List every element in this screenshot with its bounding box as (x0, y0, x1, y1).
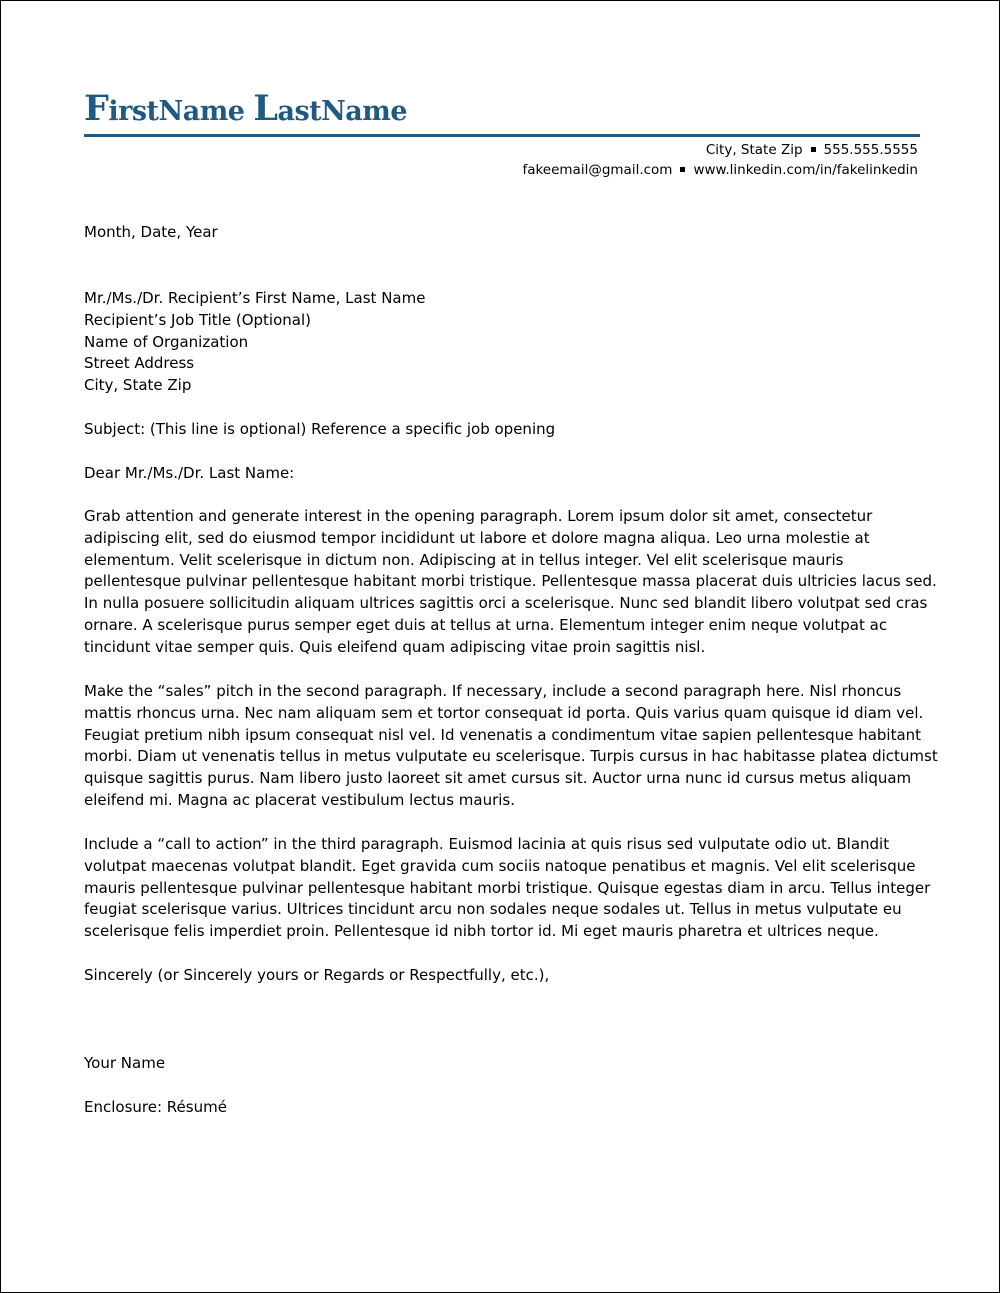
closing: Sincerely (or Sincerely yours or Regards or Respectfully, etc.), (84, 966, 550, 984)
paragraph-line: Feugiat pretium nibh ipsum consequat nisl vel. Id venenatis a condimentum vitae sapien pellentesque habitant (84, 725, 922, 744)
contact-phone: 555.555.5555 (823, 142, 918, 158)
paragraph-sales-pitch (84, 681, 938, 812)
contact-city-state-zip: City, State Zip (705, 142, 803, 158)
recipient-organization: Name of Organization (84, 332, 249, 351)
last-name-rest: astName (277, 96, 408, 127)
contact-line-1 (706, 140, 918, 160)
paragraph-line: volutpat maecenas volutpat blandit. Eget gravida cum sociis natoque penatibus et magnis. Vel elit scelerisque (84, 856, 916, 875)
paragraph-line: ornare. A scelerisque purus semper eget duis at tellus at urna. Elementum integer enim neque volutpat ac (84, 615, 888, 634)
paragraph-line: Include a “call to action” in the third paragraph. Euismod lacinia at quis risus sed vulputate odio ut. Blandit (84, 835, 890, 853)
recipient-name: Mr./Ms./Dr. Recipient’s First Name, Last Name (84, 289, 426, 307)
paragraph-opening (84, 506, 937, 659)
recipient-city-state-zip: City, State Zip (84, 376, 192, 395)
paragraph-line: pellentesque pulvinar pellentesque habitant morbi tristique. Pellentesque massa placerat duis ultricies lacus sed. (84, 572, 937, 591)
square-bullet-icon (680, 167, 685, 172)
first-name-rest: irstName (108, 96, 245, 127)
paragraph-line: feugiat scelerisque varius. Ultrices tincidunt arcu non sodales neque sodales ut. Tellus in metus vulputate eu (84, 900, 902, 919)
paragraph-line: adipiscing elit, sed do eiusmod tempor incididunt ut labore et dolore magna aliqua. Leo urna molestie at (84, 528, 870, 547)
letter-date: Month, Date, Year (84, 223, 218, 241)
last-name-initial: L (253, 88, 278, 129)
signature-name: Your Name (84, 1054, 166, 1072)
recipient-block (84, 288, 934, 397)
paragraph-call-to-action (84, 834, 934, 943)
paragraph-line: elementum. Velit scelerisque in dictum non. Adipiscing at in tellus integer. Vel elit scelerisque mauris (84, 550, 844, 569)
paragraph-line: In nulla posuere sollicitudin aliquam ultrices sagittis orci a scelerisque. Nunc sed blandit libero volutpat sed cras (84, 594, 928, 613)
subject-line: Subject: (This line is optional) Reference a specific job opening (84, 420, 556, 438)
paragraph-line: scelerisque felis imperdiet proin. Pellentesque id nibh tortor id. Mi eget mauris pharetra et ultrices neque. (84, 922, 879, 941)
paragraph-line: Grab attention and generate interest in the opening paragraph. Lorem ipsum dolor sit amet, consectetur (84, 507, 873, 525)
contact-email: fakeemail@gmail.com (522, 162, 673, 178)
paragraph-line: morbi. Diam ut venenatis tellus in metus vulputate eu scelerisque. Turpis cursus in hac habitasse platea dictumst (84, 747, 938, 766)
paragraph-line: Make the “sales” pitch in the second paragraph. If necessary, include a second paragraph here. Nisl rhoncus (84, 682, 902, 700)
paragraph-line: eleifend mi. Magna ac placerat vestibulum lectus mauris. (84, 790, 516, 809)
contact-line-2 (522, 160, 918, 180)
paragraph-line: mauris pellentesque pulvinar pellentesque habitant morbi tristique. Quisque egestas diam in arcu. Tellus integer (84, 878, 931, 897)
recipient-street: Street Address (84, 354, 195, 373)
paragraph-line: tincidunt vitae semper quis. Quis eleifend quam adipiscing vitae proin sagittis nisl. (84, 637, 706, 656)
first-name-initial: F (84, 88, 109, 129)
salutation: Dear Mr./Ms./Dr. Last Name: (84, 464, 295, 482)
paragraph-line: mattis rhoncus urna. Nec nam aliquam sem et tortor consequat id porta. Quis varius quam quisque id diam vel. (84, 703, 924, 722)
recipient-job-title: Recipient’s Job Title (Optional) (84, 310, 311, 329)
enclosure-line: Enclosure: Résumé (84, 1098, 227, 1116)
header-name (84, 87, 407, 134)
paragraph-line: quisque sagittis purus. Nam libero justo laoreet sit amet cursus sit. Auctor urna nunc id cursus metus aliquam (84, 769, 912, 788)
header-divider (84, 134, 920, 137)
square-bullet-icon (811, 147, 816, 152)
contact-linkedin: www.linkedin.com/in/fakelinkedin (693, 162, 918, 178)
